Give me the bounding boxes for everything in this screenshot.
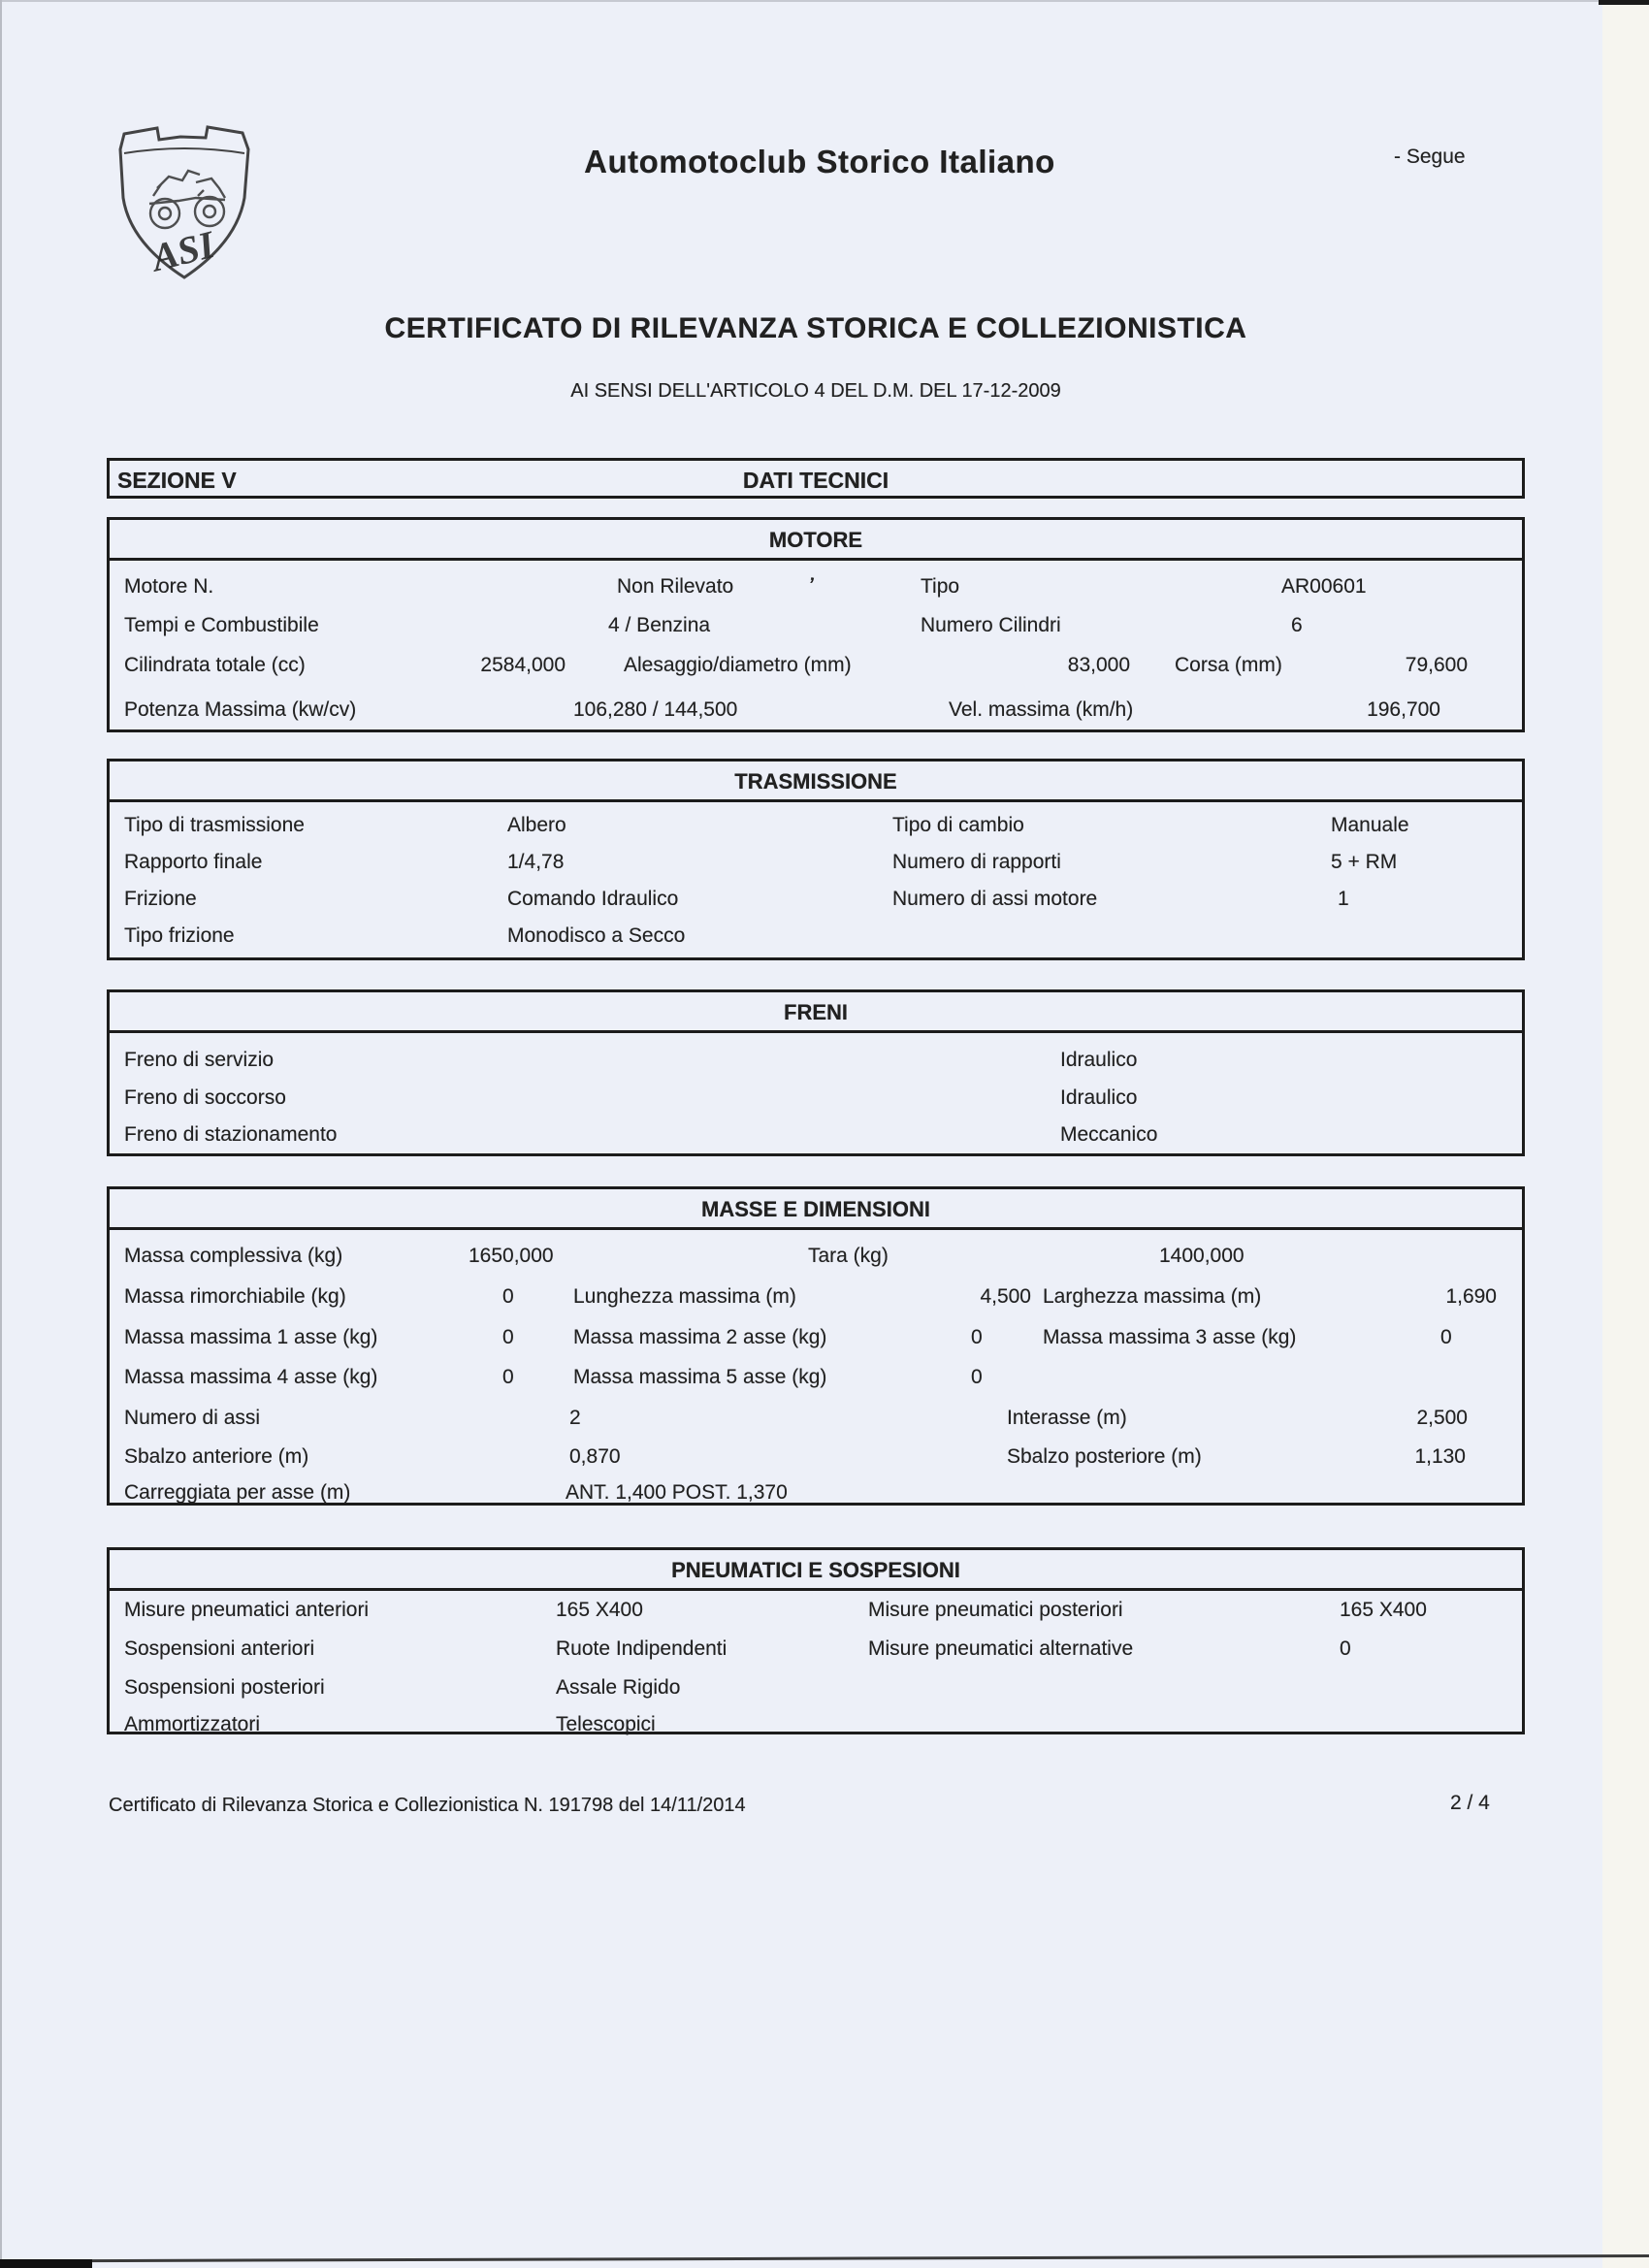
- pneumatici-sospensioni-table: [107, 1547, 1525, 1734]
- tara-label: Tara (kg): [808, 1245, 889, 1267]
- corsa-value: 79,600: [1405, 654, 1468, 676]
- misure-pneumatici-anteriori-value: 165 X400: [556, 1599, 643, 1621]
- alesaggio-value: 83,000: [1067, 654, 1130, 676]
- vel-massima-value: 196,700: [1367, 698, 1440, 721]
- paper-bottom-edge: [0, 2254, 1649, 2262]
- sospensioni-anteriori-label: Sospensioni anteriori: [124, 1637, 315, 1660]
- pneumatici-table-header: PNEUMATICI E SOSPESIONI: [110, 1550, 1522, 1591]
- certificate-footer-reference: Certificato di Rilevanza Storica e Collezionistica N. 191798 del 14/11/2014: [109, 1795, 746, 1816]
- tipo-cambio-label: Tipo di cambio: [892, 814, 1024, 836]
- numero-assi-value: 2: [569, 1407, 581, 1429]
- rapporto-finale-label: Rapporto finale: [124, 851, 263, 873]
- massa-rimorchiabile-value: 0: [502, 1285, 514, 1308]
- sospensioni-anteriori-value: Ruote Indipendenti: [556, 1637, 728, 1660]
- freni-table: [107, 989, 1525, 1156]
- massa-1-asse-label: Massa massima 1 asse (kg): [124, 1326, 378, 1348]
- numero-assi-label: Numero di assi: [124, 1407, 261, 1429]
- interasse-label: Interasse (m): [1007, 1407, 1127, 1429]
- massa-5-asse-value: 0: [971, 1366, 983, 1388]
- massa-rimorchiabile-label: Massa rimorchiabile (kg): [124, 1285, 346, 1308]
- masse-dimensioni-table: [107, 1186, 1525, 1506]
- scan-top-edge: [0, 0, 1649, 2]
- sbalzo-posteriore-label: Sbalzo posteriore (m): [1007, 1445, 1202, 1468]
- motore-table: [107, 517, 1525, 732]
- ammortizzatori-value: Telescopici: [556, 1713, 656, 1735]
- motore-table-header: MOTORE: [110, 520, 1522, 561]
- sbalzo-anteriore-label: Sbalzo anteriore (m): [124, 1445, 309, 1468]
- freno-servizio-label: Freno di servizio: [124, 1049, 275, 1071]
- numero-cilindri-label: Numero Cilindri: [921, 614, 1061, 636]
- alesaggio-label: Alesaggio/diametro (mm): [624, 654, 852, 676]
- organization-title: Automotoclub Storico Italiano: [584, 144, 1055, 179]
- massa-1-asse-value: 0: [502, 1326, 514, 1348]
- massa-4-asse-label: Massa massima 4 asse (kg): [124, 1366, 378, 1388]
- page-number: 2 / 4: [1450, 1792, 1490, 1814]
- asi-logo-text-group: [145, 222, 220, 280]
- motore-n-label: Motore N.: [124, 575, 214, 598]
- massa-5-asse-label: Massa massima 5 asse (kg): [573, 1366, 827, 1388]
- frizione-value: Comando Idraulico: [507, 888, 679, 910]
- misure-pneumatici-alternative-label: Misure pneumatici alternative: [868, 1637, 1134, 1660]
- masse-table-header: MASSE E DIMENSIONI: [110, 1189, 1522, 1230]
- vel-massima-label: Vel. massima (km/h): [949, 698, 1134, 721]
- massa-2-asse-label: Massa massima 2 asse (kg): [573, 1326, 827, 1348]
- potenza-label: Potenza Massima (kw/cv): [124, 698, 357, 721]
- lunghezza-massima-value: 4,500: [980, 1285, 1031, 1308]
- cilindrata-value: 2584,000: [480, 654, 566, 676]
- freno-stazionamento-value: Meccanico: [1060, 1123, 1158, 1146]
- segue-note: - Segue: [1394, 146, 1466, 168]
- rapporto-finale-value: 1/4,78: [507, 851, 565, 873]
- trasmissione-table: [107, 759, 1525, 960]
- tara-value: 1400,000: [1159, 1245, 1245, 1267]
- massa-3-asse-value: 0: [1440, 1326, 1452, 1348]
- massa-3-asse-label: Massa massima 3 asse (kg): [1043, 1326, 1297, 1348]
- tipo-frizione-label: Tipo frizione: [124, 924, 235, 947]
- sospensioni-posteriori-label: Sospensioni posteriori: [124, 1676, 325, 1699]
- tempi-combustibile-label: Tempi e Combustibile: [124, 614, 319, 636]
- freno-soccorso-value: Idraulico: [1060, 1086, 1138, 1109]
- carreggiata-value: ANT. 1,400 POST. 1,370: [566, 1481, 788, 1504]
- carreggiata-label: Carreggiata per asse (m): [124, 1481, 351, 1504]
- numero-rapporti-value: 5 + RM: [1331, 851, 1398, 873]
- massa-complessiva-value: 1650,000: [469, 1245, 554, 1267]
- tipo-trasmissione-label: Tipo di trasmissione: [124, 814, 305, 836]
- misure-pneumatici-alternative-value: 0: [1340, 1637, 1351, 1660]
- larghezza-massima-value: 1,690: [1445, 1285, 1497, 1308]
- tipo-frizione-value: Monodisco a Secco: [507, 924, 686, 947]
- numero-rapporti-label: Numero di rapporti: [892, 851, 1061, 873]
- section-label: SEZIONE V: [117, 468, 237, 493]
- section-bar: [107, 458, 1525, 499]
- trasmissione-table-header: TRASMISSIONE: [110, 761, 1522, 802]
- freni-table-header: FRENI: [110, 992, 1522, 1033]
- sbalzo-anteriore-value: 0,870: [569, 1445, 621, 1468]
- tipo-label: Tipo: [921, 575, 960, 598]
- numero-cilindri-value: 6: [1291, 614, 1303, 636]
- tipo-value: AR00601: [1281, 575, 1367, 598]
- numero-assi-motore-label: Numero di assi motore: [892, 888, 1098, 910]
- potenza-value: 106,280 / 144,500: [573, 698, 738, 721]
- freno-stazionamento-label: Freno di stazionamento: [124, 1123, 338, 1146]
- corsa-label: Corsa (mm): [1175, 654, 1282, 676]
- misure-pneumatici-anteriori-label: Misure pneumatici anteriori: [124, 1599, 370, 1621]
- misure-pneumatici-posteriori-label: Misure pneumatici posteriori: [868, 1599, 1123, 1621]
- larghezza-massima-label: Larghezza massima (m): [1043, 1285, 1262, 1308]
- misure-pneumatici-posteriori-value: 165 X400: [1340, 1599, 1427, 1621]
- asi-logo-text: ASI: [146, 222, 219, 280]
- tempi-combustibile-value: 4 / Benzina: [608, 614, 711, 636]
- certificate-subtitle: AI SENSI DELL'ARTICOLO 4 DEL D.M. DEL 17-12-2009: [570, 380, 1061, 402]
- lunghezza-massima-label: Lunghezza massima (m): [573, 1285, 796, 1308]
- interasse-value: 2,500: [1416, 1407, 1468, 1429]
- frizione-label: Frizione: [124, 888, 197, 910]
- freno-servizio-value: Idraulico: [1060, 1049, 1138, 1071]
- certificate-title: CERTIFICATO DI RILEVANZA STORICA E COLLEZIONISTICA: [384, 312, 1247, 344]
- massa-complessiva-label: Massa complessiva (kg): [124, 1245, 343, 1267]
- cilindrata-label: Cilindrata totale (cc): [124, 654, 306, 676]
- massa-4-asse-value: 0: [502, 1366, 514, 1388]
- tipo-cambio-value: Manuale: [1331, 814, 1409, 836]
- scan-tick-artifact: ’: [805, 573, 817, 597]
- section-title: DATI TECNICI: [742, 468, 889, 493]
- sbalzo-posteriore-value: 1,130: [1414, 1445, 1466, 1468]
- numero-assi-motore-value: 1: [1338, 888, 1349, 910]
- freno-soccorso-label: Freno di soccorso: [124, 1086, 286, 1109]
- ammortizzatori-label: Ammortizzatori: [124, 1713, 261, 1735]
- tipo-trasmissione-value: Albero: [507, 814, 566, 836]
- motore-n-value: Non Rilevato: [617, 575, 734, 598]
- massa-2-asse-value: 0: [971, 1326, 983, 1348]
- scan-top-right-mark: [1599, 0, 1649, 5]
- sospensioni-posteriori-value: Assale Rigido: [556, 1676, 681, 1699]
- scan-bottom-left-corner: [0, 2259, 92, 2268]
